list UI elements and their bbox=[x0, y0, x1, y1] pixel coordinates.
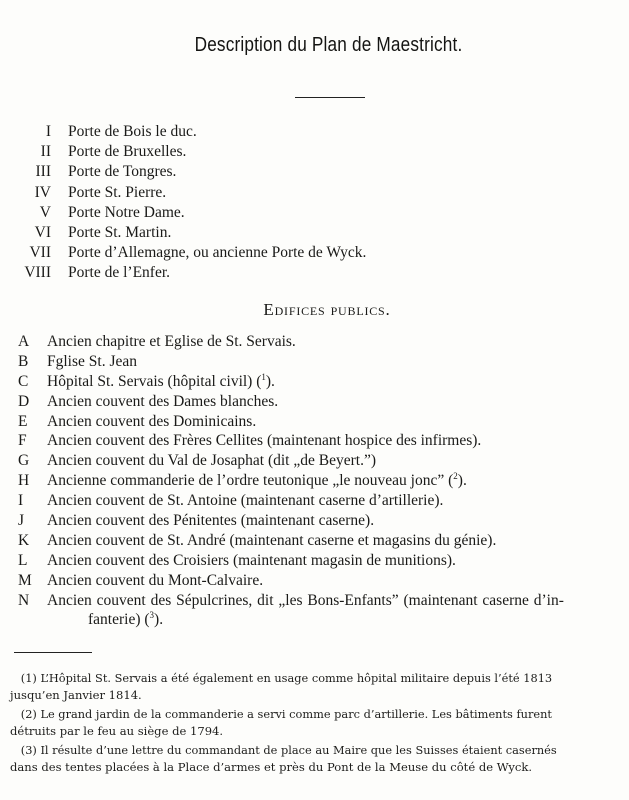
gate-number: V bbox=[39, 203, 51, 221]
edifice-text: Ancien couvent des Pénitentes (maintenant caserne). bbox=[47, 512, 375, 530]
title-divider bbox=[295, 97, 365, 98]
footnote-line: (1) L’Hôpital St. Servais a été également en usage comme hôpital militaire depuis l’été 1813 bbox=[20, 671, 553, 685]
edifice-text-wrap bbox=[47, 471, 467, 491]
edifice-text: Ancienne commanderie de l’ordre teutonique „le nouveau jonc” ( bbox=[47, 472, 454, 490]
edifice-text-cont: fanterie) ( bbox=[88, 611, 150, 629]
gate-text: Porte St. Martin. bbox=[68, 223, 172, 241]
gate-text: Porte de l’Enfer. bbox=[68, 264, 171, 282]
edifice-text: Ancien couvent des Dames blanches. bbox=[47, 392, 279, 410]
edifice-letter: C bbox=[18, 372, 29, 390]
footnote-line: (2) Le grand jardin de la commanderie a servi comme parc d’artillerie. Les bâtiments furent bbox=[20, 707, 552, 721]
edifice-text: Hôpital St. Servais (hôpital civil) ( bbox=[47, 372, 262, 390]
edifice-text-continuation bbox=[88, 610, 163, 630]
gate-text: Porte Notre Dame. bbox=[68, 203, 185, 221]
gate-number: VI bbox=[34, 223, 51, 241]
gate-number: IV bbox=[34, 183, 51, 201]
edifice-text: Ancien couvent du Mont-Calvaire. bbox=[47, 571, 264, 589]
footnote bbox=[10, 742, 620, 776]
footnote-ref[interactable]: 3 bbox=[149, 610, 155, 621]
gate-text: Porte de Bois le duc. bbox=[68, 123, 197, 140]
footnote-line: dans des tentes placées à la Place d’armes et près du Pont de la Meuse du côté de Wyck. bbox=[10, 760, 533, 774]
footnotes-divider bbox=[14, 652, 92, 653]
edifice-text-end: ). bbox=[457, 472, 467, 490]
edifice-text-end: ). bbox=[265, 372, 275, 390]
edifice-text: Ancien couvent de St. André (maintenant caserne et magasins du génie). bbox=[47, 531, 497, 549]
footnote-line: jusqu’en Janvier 1814. bbox=[10, 688, 142, 702]
edifice-text: Ancien couvent du Val de Josaphat (dit „de Beyert.”) bbox=[47, 452, 376, 470]
page-title: Description du Plan de Maestricht. bbox=[194, 34, 463, 56]
edifice-text: Fglise St. Jean bbox=[47, 352, 137, 370]
edifice-text: Ancien couvent des Croisiers (maintenant magasin de munitions). bbox=[47, 551, 456, 569]
edifice-letter: H bbox=[18, 472, 30, 490]
edifice-letter: I bbox=[18, 492, 24, 510]
edifice-text: Ancien couvent de St. Antoine (maintenant caserne d’artillerie). bbox=[47, 492, 444, 510]
edifice-letter: A bbox=[18, 333, 30, 350]
section-heading bbox=[0, 300, 629, 320]
edifice-letter: M bbox=[18, 571, 32, 589]
edifice-text: Ancien couvent des Sépulcrines, dit „les Bons-Enfants” (maintenant caserne d’in- bbox=[47, 591, 564, 609]
gate-number: II bbox=[40, 143, 51, 161]
edifice-letter: D bbox=[18, 392, 30, 410]
edifice-text-end: ). bbox=[154, 611, 164, 629]
edifice-letter: J bbox=[18, 512, 25, 530]
gate-number: I bbox=[45, 123, 51, 140]
footnote bbox=[10, 670, 620, 704]
section-heading-text: Edifices publics. bbox=[263, 300, 391, 319]
gate-text: Porte de Bruxelles. bbox=[68, 143, 187, 161]
edifice-letter: B bbox=[18, 352, 29, 370]
gate-text: Porte St. Pierre. bbox=[68, 183, 167, 201]
edifice-text: Ancien couvent des Frères Cellites (maintenant hospice des infirmes). bbox=[47, 432, 482, 450]
edifice-letter: E bbox=[18, 412, 28, 430]
gate-number: III bbox=[35, 163, 51, 181]
edifice-text-wrap bbox=[47, 372, 275, 392]
edifice-letter: N bbox=[18, 591, 30, 609]
edifice-letter: L bbox=[18, 551, 28, 569]
edifice-letter: F bbox=[18, 432, 27, 450]
edifice-letter: G bbox=[18, 452, 30, 470]
edifice-text: Ancien couvent des Dominicains. bbox=[47, 412, 257, 430]
footnote-line: (3) Il résulte d’une lettre du commandant de place au Maire que les Suisses étaient casernés bbox=[20, 743, 557, 757]
edifice-letter: K bbox=[18, 531, 30, 549]
edifice-text: Ancien chapitre et Eglise de St. Servais. bbox=[47, 333, 296, 350]
gate-number: VIII bbox=[24, 264, 51, 282]
footnotes bbox=[10, 670, 620, 778]
gate-text: Porte de Tongres. bbox=[68, 163, 177, 181]
footnote-line: détruits par le feu au siège de 1794. bbox=[10, 724, 224, 738]
gate-number: VII bbox=[29, 244, 51, 262]
footnote bbox=[10, 706, 620, 740]
footnote-ref[interactable]: 2 bbox=[453, 471, 458, 482]
gate-text: Porte d’Allemagne, ou ancienne Porte de Wyck. bbox=[68, 244, 367, 262]
footnote-ref[interactable]: 1 bbox=[261, 371, 266, 382]
